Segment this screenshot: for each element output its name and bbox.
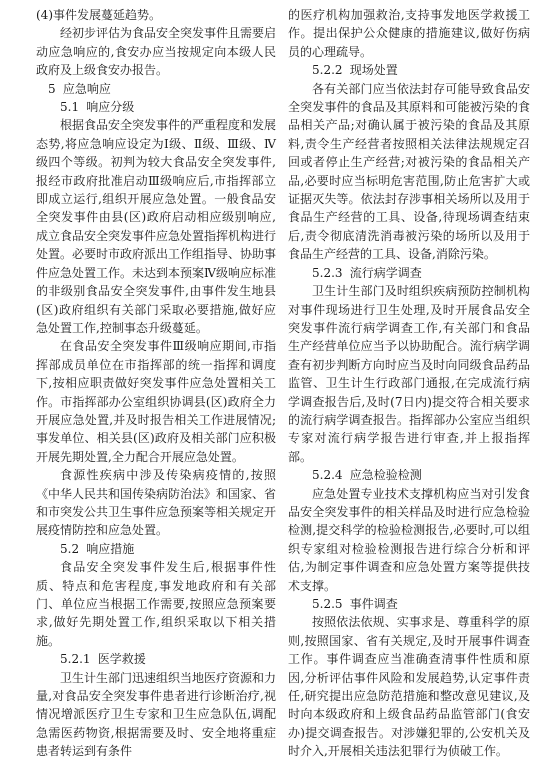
section-title: 流行病学调查 <box>349 265 422 280</box>
section-title: 应急检验检测 <box>349 468 422 483</box>
section-heading <box>36 650 276 668</box>
section-title: 响应分级 <box>86 100 135 115</box>
paragraph: (4)事件发展蔓延趋势。 <box>36 8 161 22</box>
section-title: 事件调查 <box>349 597 398 611</box>
paragraph: 卫生计生部门及时组织疾病预防控制机构对事件现场进行卫生处理,及时开展食品安全突发事件流行病学调查工作,有关部门和食品生产经营单位应当予以协助配合。流行病学调查有初步判断方向时应当及时向同级食品药品监管、卫生计生行政部门通报,在完成流行病学调查报告后,及时(7日内)提交符合相关要求的流行病学调查报告。指挥部办公室应当组织专家对流行病学报告进行审查,并上报指挥部。 <box>288 284 530 464</box>
paragraph: 食品安全突发事件发生后,根据事件性质、特点和危害程度,事发地政府和有关部门、单位应当根据工作需要,按照应急预案要求,做好先期处置工作,组织采取以下相关措施。 <box>36 560 276 648</box>
section-number: 5 <box>48 81 56 96</box>
section-heading <box>36 540 276 558</box>
section-number: 5.2.4 <box>312 468 343 483</box>
paragraph: 各有关部门应当依法封存可能导致食品安全突发事件的食品及其原料和可能被污染的食品相关产品;对确认属于被污染的食品及其原料,责令生产经营者按照相关法律法规规定召回或者停止生产经营;对被污染的食品相关产品,必要时应当标明危害范围,防止危害扩大或证据灭失等。依法封存涉事相关场所以及用于食品生产经营的工具、设备,待现场调查结束后,责令彻底清洗消毒被污染的场所以及用于食品生产经营的工具、设备,消除污染。 <box>288 81 530 262</box>
section-heading <box>36 80 276 98</box>
section-title: 医学救援 <box>97 652 146 667</box>
paragraph: 按照依法依规、实事求是、尊重科学的原则,按照国家、省有关规定,及时开展事件调查工作。事件调查应当准确查清事件性质和原因,分析评估事件风险和发展趋势,认定事件责任,研究提出应急防范措施和整改意见建议,及时向本级政府和上级食品药品监管部门(食安办)提交调查报告。对涉嫌犯罪的,公安机关及时介入,开展相关违法犯罪行为侦破工作。 <box>288 615 530 759</box>
section-title: 响应措施 <box>86 541 135 556</box>
section-heading <box>288 595 530 613</box>
paragraph: 应急处置专业技术支撑机构应当对引发食品安全突发事件的相关样品及时进行应急检验检测,提交科学的检验检测报告,必要时,可以组织专家组对检验检测报告进行综合分析和评估,为制定事件调查和应急处置方案等提供技术支撑。 <box>288 486 530 593</box>
section-title: 现场处置 <box>349 63 398 78</box>
paragraph: 根据食品安全突发事件的严重程度和发展态势,将应急响应设定为Ⅰ级、Ⅱ级、Ⅲ级、Ⅳ级四个等级。初判为较大食品安全突发事件,报经市政府批准启动Ⅲ级响应后,市指挥部立即成立运行,组织开展应急处置。一般食品安全突发事件由县(区)政府启动相应级别响应,成立食品安全突发事件应急处置指挥机构进行处置。必要时市政府派出工作组指导、协助事件应急处置工作。未达到本预案Ⅳ级响应标准的非级别食品安全突发事件,由事件发生地县(区)政府组织有关部门采取必要措施,做好应急处置工作,控制事态升级蔓延。 <box>36 118 277 335</box>
section-heading <box>36 98 276 116</box>
section-heading <box>288 466 530 484</box>
section-heading <box>288 61 530 79</box>
paragraph: 卫生计生部门迅速组织当地医疗资源和力量,对食品安全突发事件患者进行诊断治疗,视情况增派医疗卫生专家和卫生应急队伍,调配急需医药物资,根据需要及时、安全地将重症患者转运到有条件 <box>36 670 277 759</box>
section-title: 应急响应 <box>62 81 111 96</box>
section-number: 5.2.3 <box>312 265 343 280</box>
paragraph: 经初步评估为食品安全突发事件且需要启动应急响应的,食安办应当按规定向本级人民政府及上级食安办报告。 <box>36 26 277 78</box>
left-column <box>36 6 276 761</box>
section-number: 5.2 <box>60 541 80 556</box>
paragraph: 的医疗机构加强救治,支持事发地医学救援工作。提出保护公众健康的措施建议,做好伤病员的心理疏导。 <box>288 8 530 59</box>
section-heading <box>288 264 530 282</box>
section-number: 5.2.5 <box>312 597 343 611</box>
section-number: 5.2.2 <box>312 63 343 78</box>
section-number: 5.1 <box>60 100 80 115</box>
right-column <box>288 6 530 761</box>
section-number: 5.2.1 <box>60 652 91 667</box>
paragraph: 在食品安全突发事件Ⅲ级响应期间,市指挥部成员单位在市指挥部的统一指挥和调度下,按相应职责做好突发事件应急处置相关工作。市指挥部办公室组织协调县(区)政府全力开展应急处置,并及时报告相关工作进展情况;事发单位、相关县(区)政府及相关部门应积极开展先期处置,全力配合开展应急处置。 <box>36 339 276 464</box>
paragraph: 食源性疾病中涉及传染病疫情的,按照《中华人民共和国传染病防治法》和国家、省和市突发公共卫生事件应急预案等相关规定开展疫情防控和应急处置。 <box>36 468 277 538</box>
